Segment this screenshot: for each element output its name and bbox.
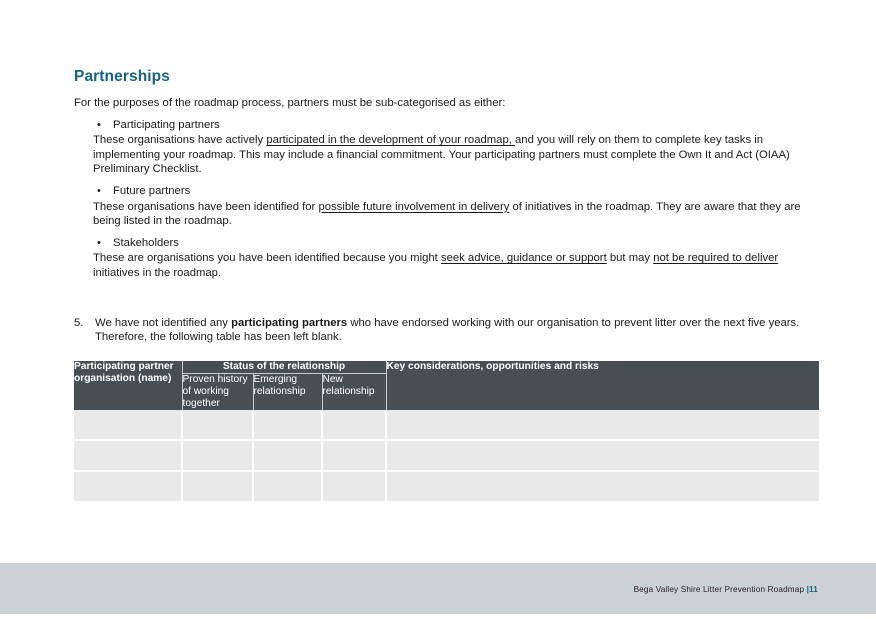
column-header-status-group: Status of the relationship [182,361,386,374]
table-cell-new[interactable] [322,410,386,440]
bullet-label: Future partners [113,185,191,198]
text-run: We have not identified any [95,316,232,329]
underlined-text-run: participated in the development of your roadmap, [266,134,516,147]
underlined-text-run: seek advice, guidance or support [440,252,607,265]
table-row [74,471,819,501]
column-subheader-new-relationship: New relationship [322,374,386,410]
table-cell-partner-name[interactable] [74,471,182,501]
text-run: initiatives in the roadmap. [93,266,222,279]
table-cell-partner-name[interactable] [74,410,182,440]
participating-partners-table [74,361,819,501]
intro-paragraph: For the purposes of the roadmap process, partners must be sub-categorised as either: [74,97,506,109]
text-run: who have endorsed working with our organisation to prevent litter over the next five years. Therefore, the following table has been left blank. [95,316,800,344]
table-cell-emerging[interactable] [253,440,322,471]
text-run: and you will rely on them to complete key tasks in implementing your roadmap. This may include a financial commitment. Your participating partners must complete the Own It and Act (OIAA) Preliminary Checklist. [93,134,790,175]
table-row [74,410,819,440]
text-run: These organisations have been identified for [93,200,319,213]
list-item [74,236,819,250]
text-run: of initiatives in the roadmap. They are aware that they are being listed in the roadmap. [93,200,801,227]
bullet-label: Stakeholders [113,237,179,250]
table-body [74,410,819,501]
document-content [74,68,819,345]
table-row [74,440,819,471]
footer-text [634,585,818,594]
column-subheader-proven-history: Proven history of working together [182,374,253,410]
bullet-icon: • [97,237,101,250]
bullet-label: Participating partners [113,119,220,132]
table-cell-key-considerations[interactable] [386,440,819,471]
text-run: These organisations have actively [93,134,267,147]
table-cell-new[interactable] [322,440,386,471]
table-cell-new[interactable] [322,471,386,501]
table-cell-key-considerations[interactable] [386,471,819,501]
table-cell-proven-history[interactable] [182,440,253,471]
column-header-key-considerations: Key considerations, opportunities and risks [386,361,819,410]
table-cell-key-considerations[interactable] [386,410,819,440]
text-run: but may [606,252,654,265]
category-paragraph-future [74,200,819,229]
underlined-text-run: not be required to deliver [653,252,779,265]
bullet-icon: • [97,119,101,132]
table-cell-partner-name[interactable] [74,440,182,471]
partner-category-list [74,118,819,280]
underlined-text-run: possible future involvement in delivery [318,200,510,213]
category-paragraph-participating [74,133,819,176]
text-run: These are organisations you have been identified because you might [93,252,441,265]
page-title: Partnerships [74,68,170,85]
list-item [74,184,819,198]
table-cell-proven-history[interactable] [182,471,253,501]
column-subheader-emerging-relationship: Emerging relationship [253,374,322,410]
table-header-row-1 [74,361,819,374]
footer-page-number: |11 [806,585,818,594]
table-cell-emerging[interactable] [253,410,322,440]
table-header [74,361,819,410]
category-paragraph-stakeholders [74,251,819,280]
column-header-participating-partner: Participating partner organisation (name) [74,361,182,410]
list-item [74,118,819,132]
table-cell-emerging[interactable] [253,471,322,501]
table-cell-proven-history[interactable] [182,410,253,440]
footer-document-title: Bega Valley Shire Litter Prevention Roadmap [633,585,807,594]
bold-text-run: participating partners [231,316,348,329]
list-number: 5. [74,316,84,329]
bullet-icon: • [97,185,101,198]
numbered-item-5 [74,316,819,345]
